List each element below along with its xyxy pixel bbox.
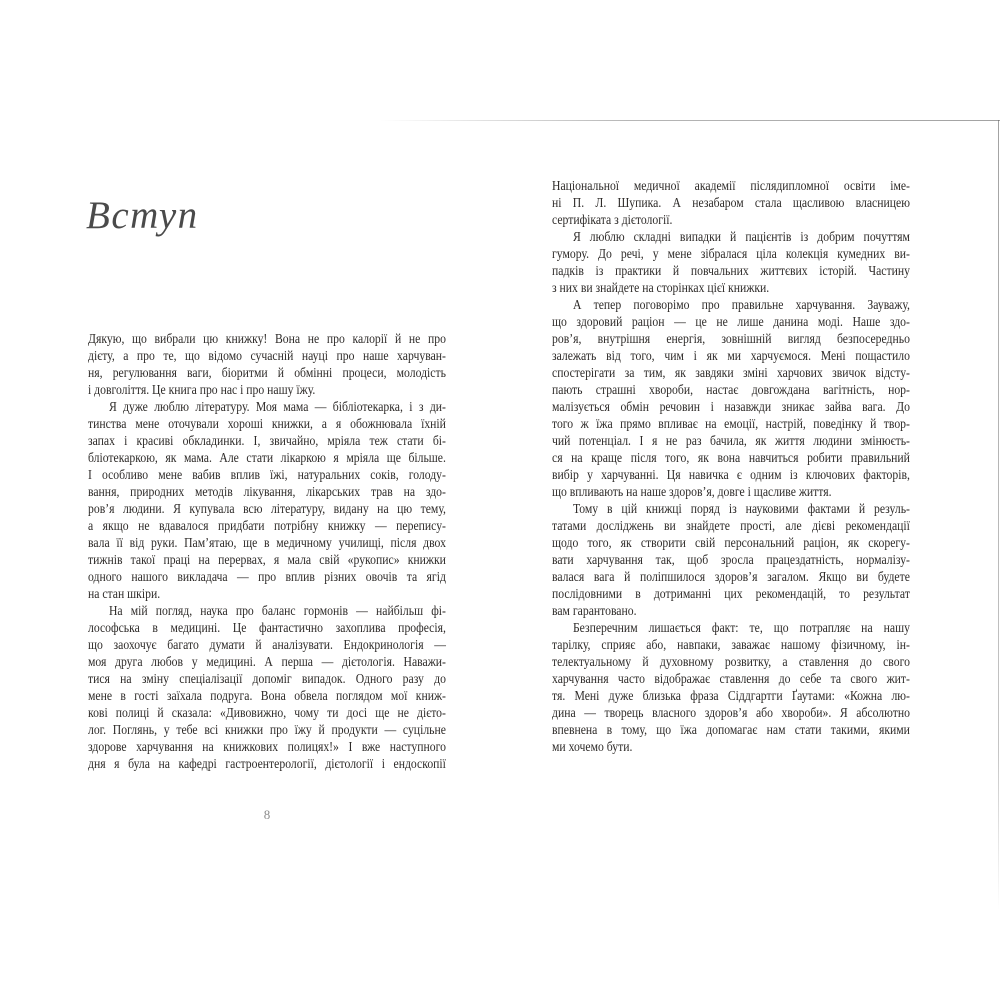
text-line: лософська в медицині. Це фантастично захоплива професія, <box>88 620 446 635</box>
text-line: Я люблю складні випадки й пацієнтів із добрим почуттям <box>572 229 910 244</box>
text-line: Безперечним лишається факт: те, що потрапляє на нашу <box>572 620 910 635</box>
text-line: щодо того, як створити свій персональний раціон, як скорегу- <box>552 535 910 550</box>
text-line: здорове харчування на книжкових полицях!» І вже наступного <box>88 739 446 754</box>
text-line: впевнена в тому, що їжа допомагає нам стати такими, якими <box>552 722 910 737</box>
text-line: ми хочемо бути. <box>552 739 633 754</box>
text-line: що впливають на наше здоров’я, довге і щасливе життя. <box>552 484 832 499</box>
text-line: І особливо мене вабив вплив їжі, натуральних соків, голоду- <box>88 467 446 482</box>
text-line: спостерігати за тим, як завдяки зміні харчових звичок відсту- <box>552 365 910 380</box>
photo-right-edge-line <box>998 120 999 910</box>
text-line: телектуальному й духовному розвитку, а ставлення до свого <box>552 654 910 669</box>
text-line: татами досліджень ви знайдете прості, але дієві рекомендації <box>552 518 910 533</box>
text-line: вала її від руки. Пам’ятаю, ще в медичному училищі, після двох <box>88 535 446 550</box>
text-line: Дякую, що вибрали цю книжку! Вона не про калорії й не про <box>88 331 446 346</box>
text-line: що заохочує багато думати й аналізувати. Ендокринологія — <box>88 637 446 652</box>
text-line: на стан шкіри. <box>88 586 161 601</box>
text-line: вання, природних методів лікування, лікарських трав на здо- <box>88 484 446 499</box>
text-line: вибір у харчуванні. Ця навичка є одним із ключових факторів, <box>552 467 910 482</box>
text-line: гумору. До речі, у мене зібралася ціла колекція кумедних ви- <box>552 246 910 261</box>
text-line: залежать від того, чим і як ми харчуємося. Мені пощастило <box>552 348 910 363</box>
text-line: сертифіката з дієтології. <box>552 212 673 227</box>
text-line: ров’я людини. Я купувала всю літературу, видану на цю тему, <box>88 501 446 516</box>
text-line: чий потенціал. І я не раз бачила, як життя людини змінюєть- <box>552 433 910 448</box>
text-line: малізується обмін речовин і назавжди зникає зайва вага. До <box>552 399 910 414</box>
text-line: запах і красиві обкладинки. І, звичайно, мріяла теж стати бі- <box>88 433 446 448</box>
text-line: а якщо не вдавалося придбати потрібну книжку — перепису- <box>88 518 446 533</box>
text-line: Національної медичної академії післядипломної освіти іме- <box>552 178 910 193</box>
text-line: кові полиці й сказала: «Дивовижно, чому ти досі ще не дієто- <box>88 705 446 720</box>
text-line: дина — творець власного здоров’я або хвороби». Я абсолютно <box>552 705 910 720</box>
text-line: А тепер поговорімо про правильне харчування. Зауважу, <box>572 297 910 312</box>
text-line: одного нашого викладача — про вплив різних овочів та ягід <box>88 569 446 584</box>
text-line: ров’я, внутрішня енергія, зовнішній вигляд безпосередньо <box>552 331 910 346</box>
text-line: тя. Мені дуже близька фраза Сіддгартги Ґаутами: «Кожна лю- <box>552 688 910 703</box>
text-line: Тому в цій книжці поряд із науковими фактами й резуль- <box>572 501 910 516</box>
text-line: тинства мене оточували хороші книжки, а я обожнювала їхній <box>88 416 446 431</box>
text-line: валася вага й поліпшилося здоров’я загалом. Якщо ви будете <box>552 569 910 584</box>
text-line: бліотекаркою, як мама. Але стати лікаркою я мріяла ще більше. <box>88 450 446 465</box>
text-line: тижнів такої праці на перервах, я мала свій «рукопис» книжки <box>88 552 446 567</box>
page-number: 8 <box>263 807 271 822</box>
text-line: мене в гості заїхала подруга. Вона обвела поглядом мої книж- <box>88 688 446 703</box>
text-line: того ж їжа прямо впливає на емоції, настрій, поведінку й твор- <box>552 416 910 431</box>
text-line: На мій погляд, наука про баланс гормонів — найбільш фі- <box>108 603 446 618</box>
text-line: Я дуже люблю літературу. Моя мама — бібліотекарка, і з ди- <box>108 399 446 414</box>
text-line: ся на краще після того, як вона навчиться робити правильний <box>552 450 910 465</box>
text-line: дієту, а про те, що відомо сучасній науці про наше харчуван- <box>88 348 446 363</box>
text-line: тися на зміну спеціалізації допоміг випадок. Одного разу до <box>88 671 446 686</box>
text-line: і довголіття. Це книга про нас і про нашу їжу. <box>88 382 316 397</box>
text-line: з них ви знайдете на сторінках цієї книжки. <box>552 280 770 295</box>
left-page-text <box>88 330 446 772</box>
chapter-heading: Вступ <box>86 194 199 237</box>
text-line: харчування часто відображає ставлення до себе та свого жит- <box>552 671 910 686</box>
text-line: вати харчування так, щоб зросла працездатність, нормалізу- <box>552 552 910 567</box>
text-line: лог. Поглянь, у тебе всі книжки про їжу й продукти — суцільне <box>88 722 446 737</box>
text-line: падків із практики й повчальних життєвих історій. Частину <box>552 263 910 278</box>
text-line: пають страшні хвороби, настає довгождана вагітність, нор- <box>552 382 910 397</box>
text-line: моя друга любов у медицині. А перша — дієтологія. Наважи- <box>88 654 446 669</box>
text-line: тарілку, сприяє або, навпаки, заважає нашому фізичному, ін- <box>552 637 910 652</box>
text-line: дня я була на кафедрі гастроентерології, дієтології і ендоскопії <box>88 756 446 771</box>
right-page-text <box>552 177 910 755</box>
text-line: вам гарантовано. <box>552 603 637 618</box>
text-line: ня, регулювання ваги, біоритми й обмінні процеси, молодість <box>88 365 446 380</box>
photo-top-edge-line <box>380 120 1000 121</box>
text-line: що здоровий раціон — це не лише данина моді. Наше здо- <box>552 314 910 329</box>
text-line: послідовними в дотриманні цих рекомендацій, то результат <box>552 586 910 601</box>
text-line: ні П. Л. Шупика. А незабаром стала щасливою власницею <box>552 195 910 210</box>
